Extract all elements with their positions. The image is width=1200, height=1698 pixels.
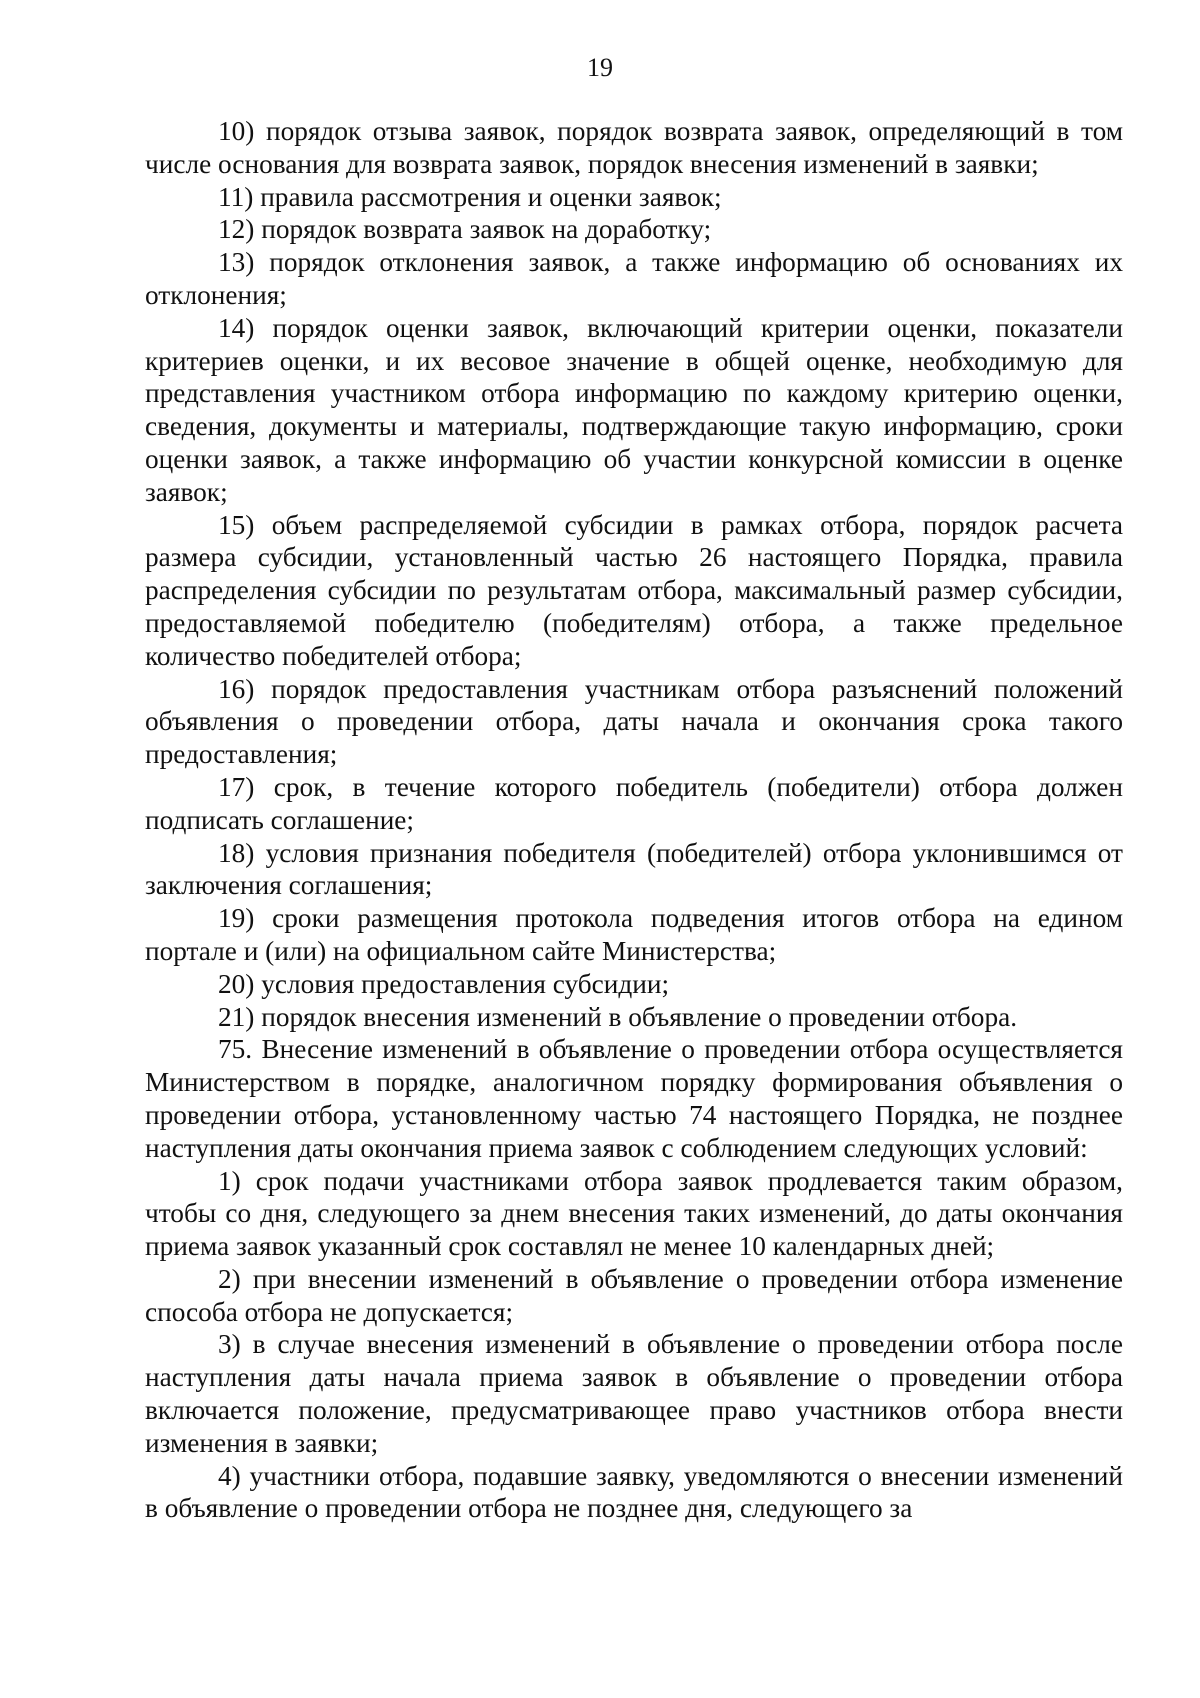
paragraph-item-21: 21) порядок внесения изменений в объявление о проведении отбора. bbox=[218, 1001, 1018, 1032]
paragraph-item-10: 10) порядок отзыва заявок, порядок возврата заявок, определяющий в том числе основания для возврата заявок, порядок внесения изменений в заявки; bbox=[145, 116, 1123, 179]
paragraph-item-11: 11) правила рассмотрения и оценки заявок; bbox=[218, 181, 722, 212]
paragraph-condition-3: 3) в случае внесения изменений в объявление о проведении отбора после наступления даты начала приема заявок в объявление о проведении отбора включается положение, предусматривающее право участников отбора внести изменения в заявки; bbox=[145, 1329, 1123, 1458]
paragraph-item-14: 14) порядок оценки заявок, включающий критерии оценки, показатели критериев оценки, и их весовое значение в общей оценке, необходимую для представления участником отбора информацию по каждому критерию оценки, сведения, документы и материалы, подтверждающие такую информацию, сроки оценки заявок, а также информацию об участии конкурсной комиссии в оценке заявок; bbox=[145, 312, 1123, 507]
paragraph-condition-2: 2) при внесении изменений в объявление о проведении отбора изменение способа отбора не допускается; bbox=[145, 1263, 1123, 1327]
paragraph-item-17: 17) срок, в течение которого победитель (победители) отбора должен подписать соглашение; bbox=[145, 771, 1123, 835]
paragraph-item-12: 12) порядок возврата заявок на доработку; bbox=[218, 214, 712, 245]
paragraph-item-13: 13) порядок отклонения заявок, а также информацию об основаниях их отклонения; bbox=[145, 247, 1123, 310]
paragraph-item-20: 20) условия предоставления субсидии; bbox=[218, 968, 670, 999]
paragraph-item-15: 15) объем распределяемой субсидии в рамках отбора, порядок расчета размера субсидии, установленный частью 26 настоящего Порядка, правила распределения субсидии по результатам отбора, максимальный размер субсидии, предоставляемой победителю (победителям) отбора, а также предельное количество победителей отбора; bbox=[145, 509, 1123, 671]
paragraph-item-16: 16) порядок предоставления участникам отбора разъяснений положений объявления о проведении отбора, даты начала и окончания срока такого предоставления; bbox=[145, 673, 1123, 770]
body-text bbox=[145, 115, 1123, 1525]
page-number: 19 bbox=[587, 53, 613, 82]
paragraph-item-18: 18) условия признания победителя (победителей) отбора уклонившимся от заключения соглашения; bbox=[145, 837, 1123, 901]
paragraph-item-19: 19) сроки размещения протокола подведения итогов отбора на едином портале и (или) на официальном сайте Министерства; bbox=[145, 903, 1123, 966]
paragraph-condition-4: 4) участники отбора, подавшие заявку, уведомляются о внесении изменений в объявление о проведении отбора не позднее дня, следующего за bbox=[145, 1460, 1123, 1524]
paragraph-section-75: 75. Внесение изменений в объявление о проведении отбора осуществляется Министерством в порядке, аналогичном порядку формирования объявления о проведении отбора, установленному частью 74 настоящего Порядка, не позднее наступления даты окончания приема заявок с соблюдением следующих условий: bbox=[145, 1034, 1123, 1163]
paragraph-condition-1: 1) срок подачи участниками отбора заявок продлевается таким образом, чтобы со дня, следующего за днем внесения таких изменений, до даты окончания приема заявок указанный срок составлял не менее 10 календарных дней; bbox=[145, 1165, 1123, 1262]
